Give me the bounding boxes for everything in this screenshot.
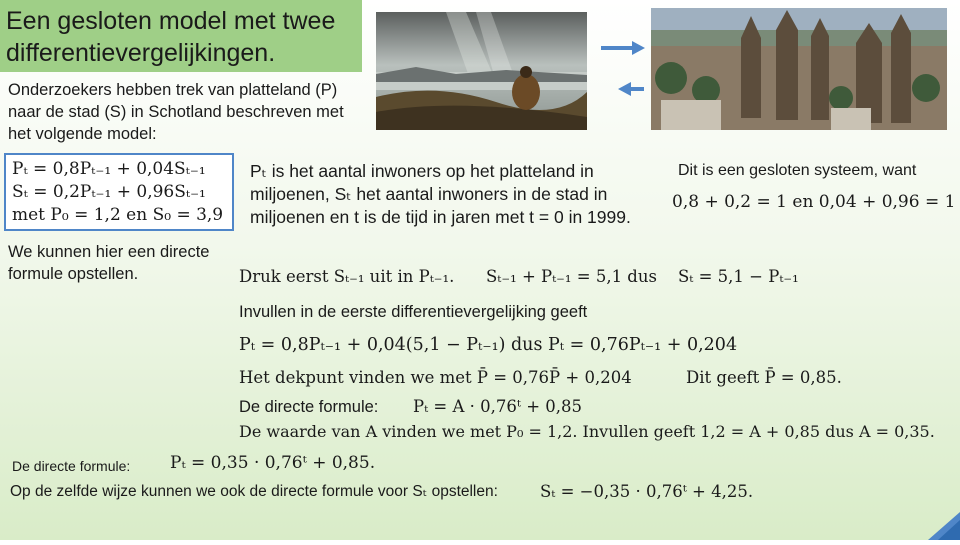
step-direct-label: De directe formule: — [239, 398, 379, 416]
step-sum: Sₜ₋₁ + Pₜ₋₁ = 5,1 dus — [486, 267, 657, 286]
description-line-1: Pₜ is het aantal inwoners op het platteland in — [250, 161, 594, 181]
closed-system-text: Dit is een gesloten systeem, want — [678, 162, 917, 179]
description-line-2: miljoenen, Sₜ het aantal inwoners in de stad in — [250, 184, 608, 204]
step-direct-formula: Pₜ = A · 0,76ᵗ + 0,85 — [413, 397, 582, 416]
description-line-3: miljoenen en t is de tijd in jaren met t = 0 in 1999. — [250, 207, 631, 227]
final-label: De directe formule: — [12, 458, 131, 474]
final-similar-text: Op de zelfde wijze kunnen we ook de directe formule voor Sₜ opstellen: — [10, 483, 498, 500]
slide-title: Een gesloten model met twee differentievergelijkingen. — [0, 0, 362, 72]
arrow-left-icon — [618, 82, 644, 96]
model-formulas — [4, 153, 234, 231]
initial-values: met P₀ = 1,2 en S₀ = 3,9 — [12, 205, 224, 225]
step-substitute: Invullen in de eerste differentievergelijking geeft — [239, 303, 588, 321]
slide-corner-icon — [928, 512, 960, 545]
step-express: Druk eerst Sₜ₋₁ uit in Pₜ₋₁. — [239, 267, 455, 286]
step-fixpoint: Het dekpunt vinden we met P̄ = 0,76P̄ + 0,204 — [239, 368, 632, 387]
formula-s: Sₜ = 0,2Pₜ₋₁ + 0,96Sₜ₋₁ — [12, 182, 206, 202]
final-s-formula: Sₜ = −0,35 · 0,76ᵗ + 4,25. — [540, 482, 754, 501]
step-equation: Pₜ = 0,8Pₜ₋₁ + 0,04(5,1 − Pₜ₋₁) dus Pₜ = 0,76Pₜ₋₁ + 0,204 — [239, 335, 738, 355]
countryside-photo — [376, 12, 587, 130]
step-result: Sₜ = 5,1 − Pₜ₋₁ — [678, 267, 799, 286]
final-formula: Pₜ = 0,35 · 0,76ᵗ + 0,85. — [170, 453, 376, 473]
city-photo — [651, 8, 947, 130]
formula-p: Pₜ = 0,8Pₜ₋₁ + 0,04Sₜ₋₁ — [12, 159, 206, 179]
arrow-right-icon — [601, 41, 645, 55]
intro-text: Onderzoekers hebben trek van platteland (P) naar de stad (S) in Schotland beschreven met het volgende model: — [8, 81, 344, 143]
step-fixpoint-result: Dit geeft P̄ = 0,85. — [686, 368, 842, 387]
direct-formula-intro: We kunnen hier een directe formule opstellen. — [8, 243, 210, 283]
closed-system-equation: 0,8 + 0,2 = 1 en 0,04 + 0,96 = 1 — [672, 192, 956, 212]
step-find-a: De waarde van A vinden we met P₀ = 1,2. Invullen geeft 1,2 = A + 0,85 dus A = 0,35. — [239, 422, 935, 441]
model-description — [250, 160, 670, 229]
